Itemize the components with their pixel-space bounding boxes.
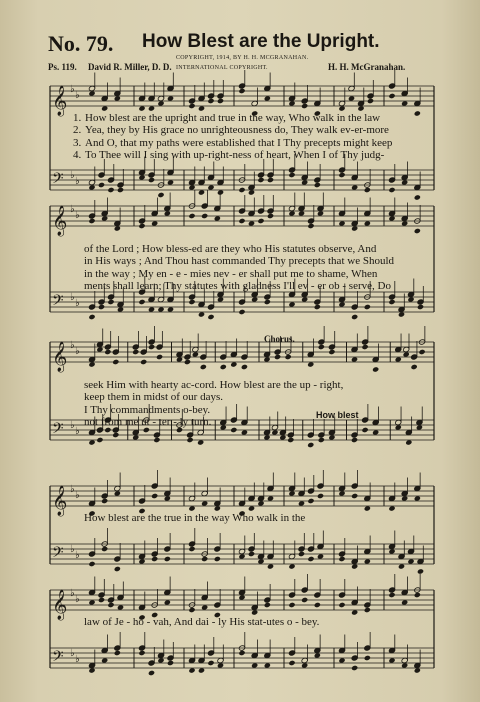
svg-text:♭: ♭ [75, 654, 80, 665]
lyric-line-system-5: law of Je - ho - vah, And dai - ly His stat-utes o - bey. [84, 616, 320, 628]
svg-text:𝄞: 𝄞 [52, 486, 68, 516]
verse-block-3 [84, 379, 343, 428]
svg-text:♭: ♭ [70, 340, 75, 351]
lyric-line: ments shall learn; Thy statutes with gladness I'll ev - er ob - serve, Do [84, 279, 391, 292]
svg-text:♭: ♭ [70, 170, 75, 181]
svg-text:𝄞: 𝄞 [52, 206, 68, 236]
lyric-line: seek Him with hearty ac-cord. How blest are the up - right, [84, 379, 344, 391]
music-system-5 [50, 578, 434, 688]
lyricist-credit: David R. Miller, D. D. [88, 62, 172, 72]
svg-text:♭: ♭ [75, 594, 80, 605]
svg-text:𝄞: 𝄞 [52, 590, 68, 620]
svg-text:♭: ♭ [70, 420, 75, 431]
hymn-number: No. 79. [48, 31, 114, 56]
svg-text:♭: ♭ [75, 176, 80, 187]
svg-text:♭: ♭ [75, 346, 80, 357]
lyric-line: not from me ut - ter - ly turn. [84, 415, 212, 428]
svg-text:♭: ♭ [70, 588, 75, 599]
svg-text:𝄢: 𝄢 [52, 544, 64, 565]
svg-text:♭: ♭ [75, 550, 80, 561]
lyric-line: of the Lord ; How bless-ed are they who His statutes observe, And [84, 243, 377, 255]
psalm-reference: Ps. 119. [48, 62, 77, 72]
verse-line-2: 2. Yea, they by His grace no unrighteousness do, They walk ev-er-more [73, 124, 389, 137]
lyric-line: in His ways ; And Thou hast commanded Thy precepts that we Should [84, 255, 394, 268]
svg-text:𝄞: 𝄞 [52, 86, 68, 116]
hymn-title: How Blest are the Upright. [142, 31, 380, 52]
svg-text:♭: ♭ [70, 84, 75, 95]
verse-line-4: 4. To Thee will I sing with up-right-ness of heart, When I of Thy judg- [73, 148, 385, 161]
verse-block-2 [84, 243, 394, 292]
svg-text:𝄢: 𝄢 [52, 648, 64, 669]
svg-text:♭: ♭ [70, 484, 75, 495]
svg-text:𝄢: 𝄢 [52, 170, 64, 191]
copyright-line-1: COPYRIGHT, 1914, BY H. H. MCGRANAHAN. [176, 55, 309, 61]
svg-text:𝄢: 𝄢 [52, 292, 64, 313]
svg-text:♭: ♭ [70, 648, 75, 659]
verse-line-3: 3. And O, that my paths were established that I Thy precepts might keep [73, 136, 393, 149]
composer-credit: H. H. McGranahan. [328, 62, 406, 72]
copyright-line-2: INTERNATIONAL COPYRIGHT. [176, 65, 268, 71]
svg-text:𝄢: 𝄢 [52, 420, 64, 441]
svg-text:♭: ♭ [75, 298, 80, 309]
music-system-4 [50, 474, 434, 584]
svg-text:♭: ♭ [70, 204, 75, 215]
lyric-line: in the way ; My en - e - mies nev - er shall put me to shame, When [84, 267, 378, 280]
chorus-label: Chorus. [264, 334, 295, 344]
svg-text:♭: ♭ [70, 544, 75, 555]
bass-cue-label: How blest [316, 410, 359, 420]
svg-text:𝄞: 𝄞 [52, 342, 68, 372]
verse-block-1 [73, 112, 392, 161]
svg-text:♭: ♭ [75, 210, 80, 221]
svg-text:♭: ♭ [75, 90, 80, 101]
lyric-line: keep them in midst of our days. [84, 391, 224, 404]
svg-text:♭: ♭ [70, 292, 75, 303]
lyric-line-system-4: How blest are the true in the way Who walk in the [84, 512, 306, 524]
svg-text:♭: ♭ [75, 426, 80, 437]
svg-text:♭: ♭ [75, 490, 80, 501]
lyric-line: I Thy commandments o-bey. [84, 403, 211, 416]
verse-line-1: 1. How blest are the upright and true in the way, Who walk in the law [73, 112, 381, 124]
